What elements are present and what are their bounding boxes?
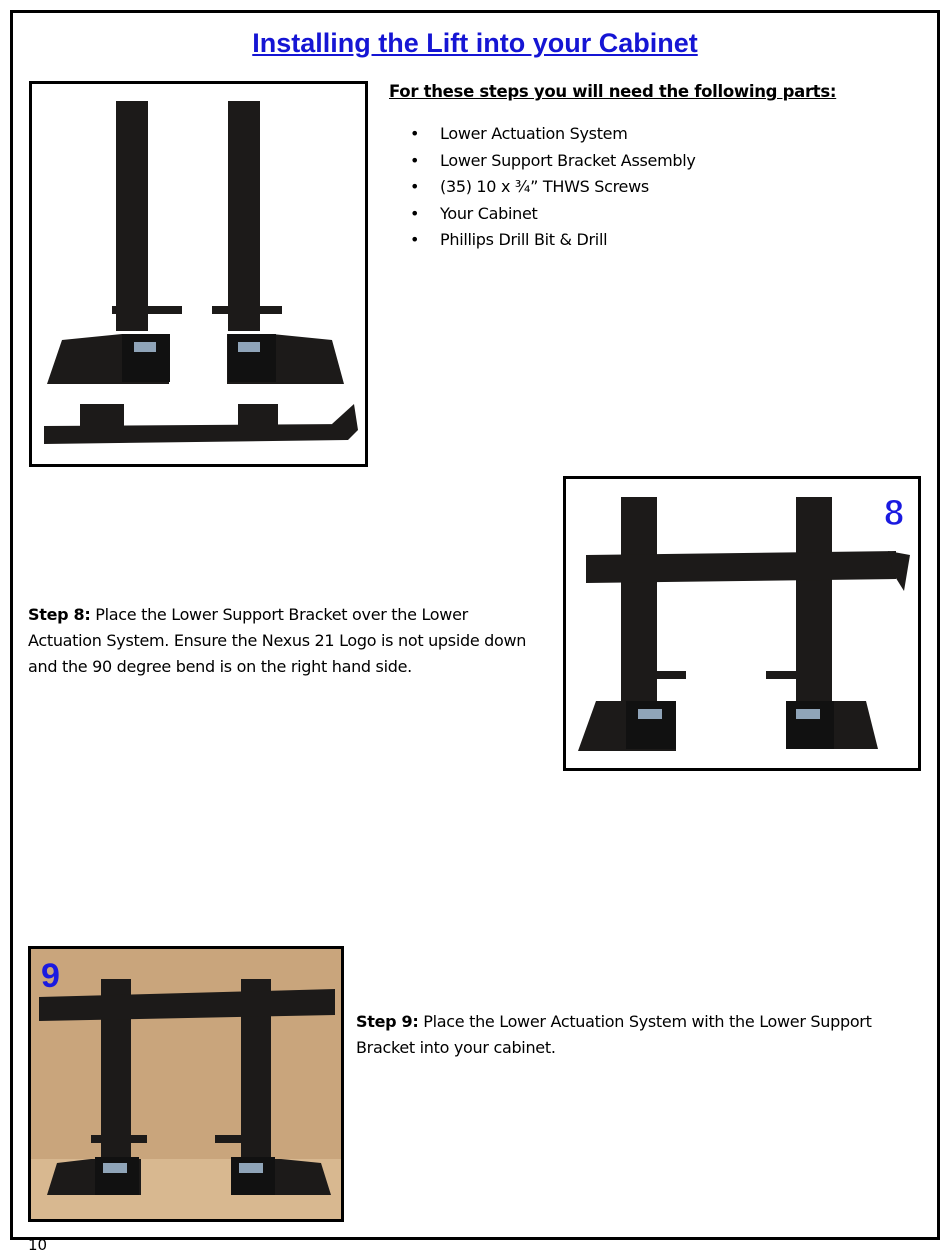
page-number: 10 xyxy=(28,1236,48,1254)
step9-badge: 9 xyxy=(41,957,60,995)
list-item-label: (35) 10 x ¾” THWS Screws xyxy=(440,177,649,196)
step9-description: Place the Lower Actuation System with the Lower Support Bracket into your cabinet. xyxy=(356,1012,872,1057)
bullet-icon: • xyxy=(410,230,420,249)
step8-illustration xyxy=(566,479,918,768)
step8-photo xyxy=(563,476,921,771)
list-item xyxy=(410,204,696,231)
list-item-label: Your Cabinet xyxy=(440,203,538,223)
list-item xyxy=(410,230,696,257)
parts-heading: For these steps you will need the following parts: xyxy=(389,82,837,101)
parts-photo xyxy=(29,81,368,467)
list-item xyxy=(410,124,696,151)
bullet-icon: • xyxy=(410,203,420,223)
step8-description: Place the Lower Support Bracket over the Lower Actuation System. Ensure the Nexus 21 Logo is not upside down and the 90 degree bend is on the right hand side. xyxy=(28,605,527,676)
step9-label: Step 9: xyxy=(356,1012,419,1031)
list-item xyxy=(410,151,696,178)
bullet-icon: • xyxy=(410,150,420,170)
page-title: Installing the Lift into your Cabinet xyxy=(252,28,698,58)
bullet-icon: • xyxy=(410,124,420,143)
step9-text xyxy=(356,1009,921,1061)
list-item-label: Phillips Drill Bit & Drill xyxy=(440,230,608,249)
step8-badge: 8 xyxy=(884,492,905,533)
step8-label: Step 8: xyxy=(28,605,91,624)
bullet-icon: • xyxy=(410,177,420,196)
parts-list xyxy=(410,124,696,257)
lift-parts-illustration xyxy=(32,84,365,464)
step9-illustration xyxy=(31,949,341,1219)
list-item-label: Lower Support Bracket Assembly xyxy=(440,150,696,170)
step9-photo xyxy=(28,946,344,1222)
step8-text xyxy=(28,602,533,680)
list-item-label: Lower Actuation System xyxy=(440,124,628,143)
list-item xyxy=(410,177,696,204)
